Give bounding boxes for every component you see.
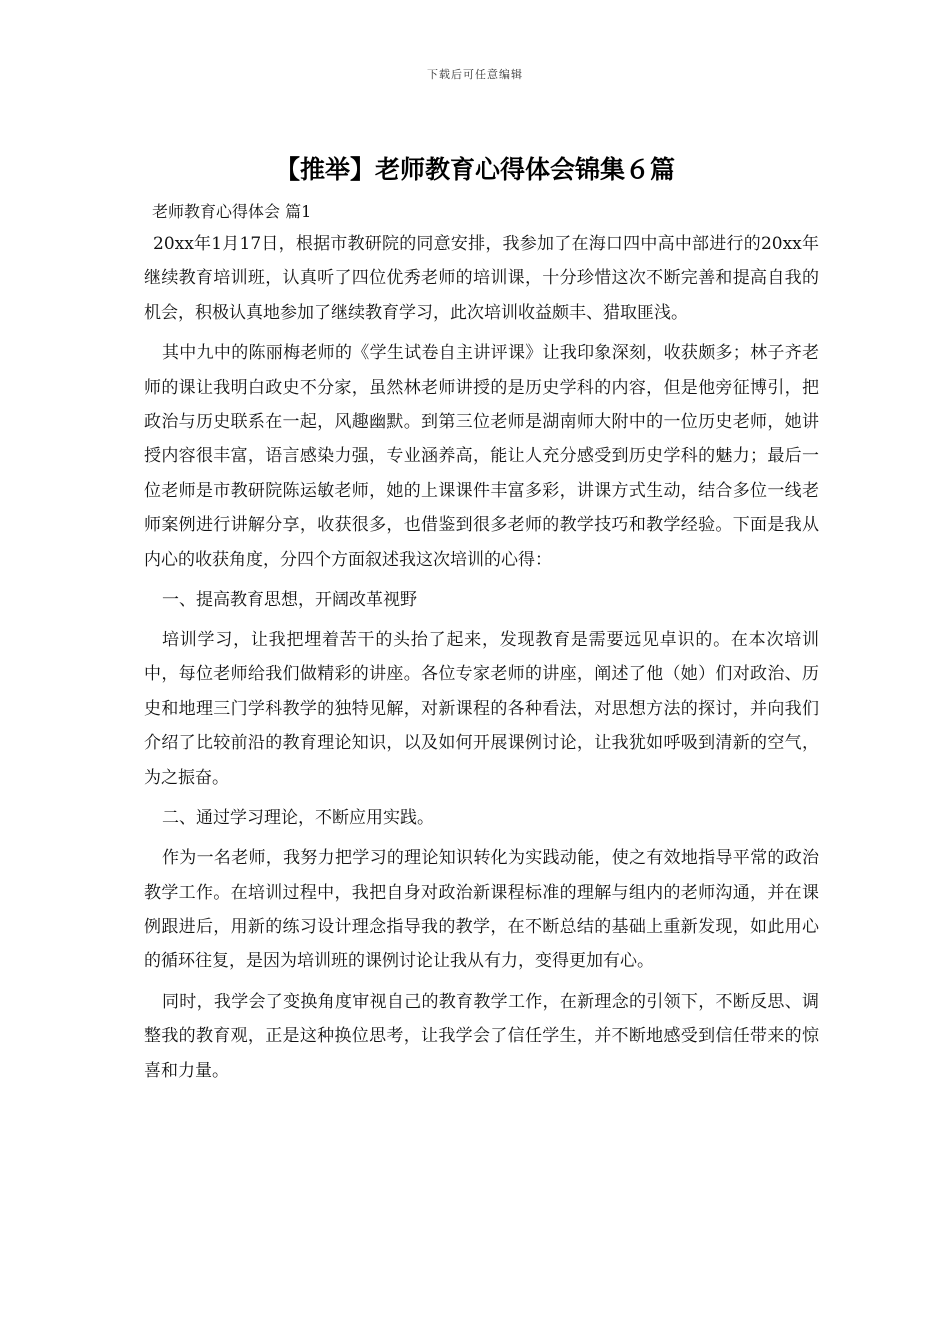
- paragraph-1: 20xx年1月17日，根据市教研院的同意安排，我参加了在海口四中高中部进行的20xx年继续教育培训班，认真听了四位优秀老师的培训课，十分珍惜这次不断完善和提高自我的机会，积极认真地参加了继续教育学习，此次培训收益颇丰、猎取匪浅。: [144, 234, 819, 323]
- document-body: [144, 197, 819, 1094]
- document-title: 【推举】老师教育心得体会锦集６篇: [274, 155, 675, 184]
- paragraph-2: 其中九中的陈丽梅老师的《学生试卷自主讲评课》让我印象深刻，收获颇多；林子齐老师的课让我明白政史不分家，虽然林老师讲授的是历史学科的内容，但是他旁征博引，把政治与历史联系在一起，风趣幽默。到第三位老师是湖南师大附中的一位历史老师，她讲授内容很丰富，语言感染力强，专业涵养高，能让人充分感受到历史学科的魅力；最后一位老师是市教研院陈运敏老师，她的上课课件丰富多彩，讲课方式生动，结合多位一线老师案例进行讲解分享，收获很多，也借鉴到很多老师的教学技巧和教学经验。下面是我从内心的收获角度，分四个方面叙述我这次培训的心得：: [144, 343, 819, 570]
- section-heading-1: 一、提高教育思想，开阔改革视野: [162, 590, 417, 611]
- section-heading-2: 二、通过学习理论，不断应用实践。: [162, 808, 434, 829]
- paragraph-3: 培训学习，让我把埋着苦干的头抬了起来，发现教育是需要远见卓识的。在本次培训中，每位老师给我们做精彩的讲座。各位专家老师的讲座，阐述了他（她）们对政治、历史和地理三门学科教学的独特见解，对新课程的各种看法，对思想方法的探讨，并向我们介绍了比较前沿的教育理论知识，以及如何开展课例讨论，让我犹如呼吸到清新的空气，为之振奋。: [144, 630, 819, 788]
- paragraph-4: 作为一名老师，我努力把学习的理论知识转化为实践动能，使之有效地指导平常的政治教学工作。在培训过程中，我把自身对政治新课程标准的理解与组内的老师沟通，并在课例跟进后，用新的练习设计理念指导我的教学，在不断总结的基础上重新发现，如此用心的循环往复，是因为培训班的课例讨论让我从有力，变得更加有心。: [144, 848, 819, 972]
- section-subtitle: 老师教育心得体会 篇1: [152, 202, 312, 221]
- paragraph-5: 同时，我学会了变换角度审视自己的教育教学工作，在新理念的引领下，不断反思、调整我的教育观，正是这种换位思考，让我学会了信任学生，并不断地感受到信任带来的惊喜和力量。: [144, 991, 819, 1081]
- header-note: 下载后可任意编辑: [427, 68, 523, 81]
